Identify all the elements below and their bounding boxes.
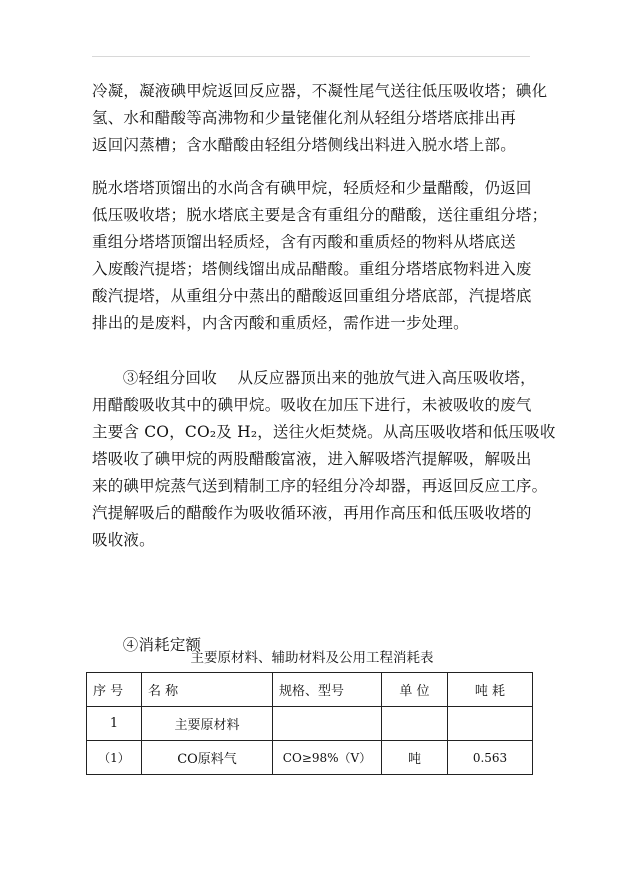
header-cell-spec: 规格、型号 — [273, 673, 382, 707]
text-line: 用醋酸吸收其中的碘甲烷。吸收在加压下进行，未被吸收的废气 — [92, 396, 532, 414]
table-cell — [448, 707, 533, 741]
text-line: 主要含 CO，CO₂及 H₂，送往火炬焚烧。从高压吸收塔和低压吸收 — [92, 423, 556, 441]
table-header-row — [87, 673, 533, 707]
header-cell-index: 序 号 — [87, 673, 142, 707]
table-title: 主要原材料、辅助材料及公用工程消耗表 — [190, 650, 434, 666]
table-cell: （1） — [87, 741, 142, 775]
table-cell: 吨 — [382, 741, 448, 775]
text-line: 冷凝，凝液碘甲烷返回反应器，不凝性尾气送往低压吸收塔；碘化 — [92, 82, 548, 100]
text-line: 低压吸收塔；脱水塔底主要是含有重组分的醋酸，送往重组分塔； — [92, 206, 548, 224]
table-cell: 1 — [87, 707, 142, 741]
text-line: 排出的是废料，内含丙酸和重质烃，需作进一步处理。 — [92, 314, 469, 332]
section-heading-consumption-quota — [92, 578, 532, 686]
table-cell: 主要原材料 — [142, 707, 273, 741]
paragraph-light-ends-column — [92, 78, 548, 159]
text-line: 重组分塔塔顶馏出轻质烃，含有丙酸和重质烃的物料从塔底送 — [92, 233, 516, 251]
section-heading-text: ④消耗定额 — [92, 636, 202, 654]
text-line: 吸收液。 — [92, 531, 155, 549]
text-line: 酸汽提塔，从重组分中蒸出的醋酸返回重组分塔底部，汽提塔底 — [92, 287, 532, 305]
table-cell: CO≥98%（V） — [273, 741, 382, 775]
text-line: 汽提解吸后的醋酸作为吸收循环液，再用作高压和低压吸收塔的 — [92, 504, 532, 522]
text-line: 氢、水和醋酸等高沸物和少量铑催化剂从轻组分塔塔底排出再 — [92, 109, 516, 127]
header-cell-unit: 单 位 — [382, 673, 448, 707]
text-line: 塔吸收了碘甲烷的两股醋酸富液，进入解吸塔汽提解吸，解吸出 — [92, 450, 532, 468]
text-line: 入废酸汽提塔；塔侧线馏出成品醋酸。重组分塔塔底物料进入废 — [92, 260, 532, 278]
text-line: 来的碘甲烷蒸气送到精制工序的轻组分冷却器，再返回反应工序。 — [92, 477, 548, 495]
table-row — [87, 707, 533, 741]
paragraph-dehydration-column — [92, 175, 548, 337]
table-cell — [273, 707, 382, 741]
text-line: 脱水塔塔顶馏出的水尚含有碘甲烷，轻质烃和少量醋酸，仍返回 — [92, 179, 532, 197]
text-line: 返回闪蒸槽；含水醋酸由轻组分塔侧线出料进入脱水塔上部。 — [92, 136, 516, 154]
header-cell-per-ton: 吨 耗 — [448, 673, 533, 707]
table-cell: 0.563 — [448, 741, 533, 775]
table-cell — [382, 707, 448, 741]
table-row — [87, 741, 533, 775]
consumption-table — [86, 672, 533, 775]
header-cell-name: 名 称 — [142, 673, 273, 707]
table-cell: CO原料气 — [142, 741, 273, 775]
text-line: ③轻组分回收 从反应器顶出来的弛放气进入高压吸收塔， — [92, 369, 536, 387]
page-header-rule — [92, 56, 530, 57]
paragraph-light-component-recovery — [92, 365, 556, 554]
